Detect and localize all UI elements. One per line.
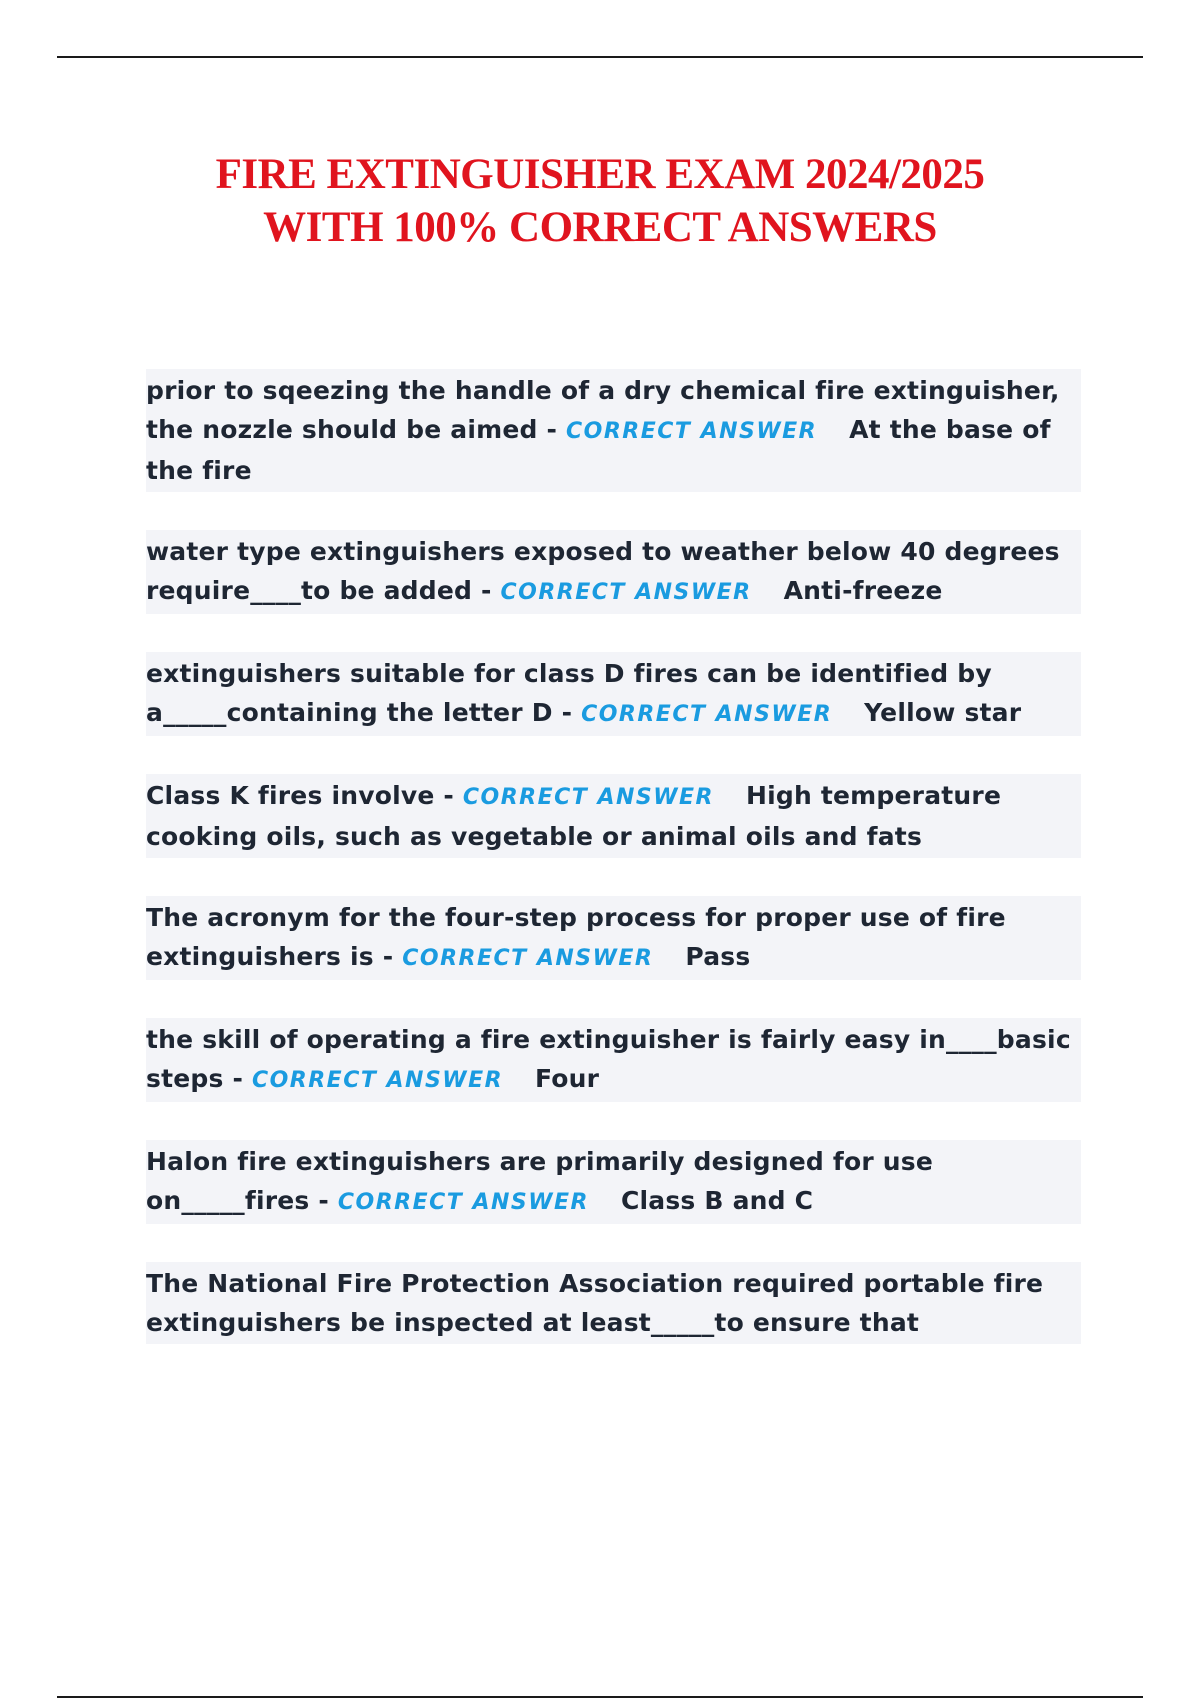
correct-answer-marker: CORRECT ANSWER [337, 1190, 589, 1215]
answer-text: High temperature cooking oils, such as vegetable or animal oils and fats [146, 781, 1002, 851]
qa-item [146, 369, 1081, 492]
qa-item [146, 896, 1081, 980]
question-text: prior to sqeezing the handle of a dry chemical fire extinguisher, the nozzle should be aimed - [146, 376, 1060, 444]
qa-text [146, 369, 1081, 492]
qa-text [146, 1018, 1081, 1102]
question-text: water type extinguishers exposed to weather below 40 degrees require____to be added - [146, 537, 1060, 605]
answer-text: At the base of the fire [146, 415, 1051, 485]
question-text: Class K fires involve - [146, 781, 463, 810]
page-title [0, 148, 1200, 254]
title-line-1: FIRE EXTINGUISHER EXAM 2024/2025 [215, 151, 985, 198]
qa-list [146, 369, 1081, 1382]
answer-text: Yellow star [864, 698, 1022, 727]
qa-text [146, 530, 1081, 614]
top-rule [57, 56, 1143, 58]
correct-answer-marker: CORRECT ANSWER [402, 946, 654, 971]
answer-text: Pass [685, 942, 751, 971]
qa-text [146, 896, 1081, 980]
bottom-rule [57, 1696, 1143, 1698]
qa-item [146, 1140, 1081, 1224]
qa-item [146, 530, 1081, 614]
correct-answer-marker: CORRECT ANSWER [566, 419, 818, 444]
correct-answer-marker: CORRECT ANSWER [251, 1068, 504, 1093]
question-text: extinguishers suitable for class D fires can be identified by a_____containing the letter D - [146, 659, 992, 727]
answer-text: Four [535, 1064, 600, 1093]
title-line-2: WITH 100% CORRECT ANSWERS [263, 204, 937, 251]
answer-text: Class B and C [620, 1186, 814, 1215]
question-text: The acronym for the four-step process for proper use of fire extinguishers is - [146, 903, 1006, 971]
qa-text [146, 1140, 1081, 1224]
qa-item [146, 1018, 1081, 1102]
question-text: the skill of operating a fire extinguisher is fairly easy in____basic steps - [146, 1025, 1071, 1093]
question-text: The National Fire Protection Association required portable fire extinguishers be inspected at least_____to ensure that [146, 1269, 1044, 1337]
qa-item [146, 774, 1081, 858]
question-text: Halon fire extinguishers are primarily designed for use on_____fires - [146, 1147, 933, 1215]
correct-answer-marker: CORRECT ANSWER [581, 702, 833, 727]
qa-text [146, 774, 1081, 858]
qa-item [146, 1262, 1081, 1344]
qa-text [146, 652, 1081, 736]
correct-answer-marker: CORRECT ANSWER [500, 580, 752, 605]
correct-answer-marker: CORRECT ANSWER [462, 785, 714, 810]
qa-text [146, 1262, 1081, 1344]
qa-item [146, 652, 1081, 736]
answer-text: Anti-freeze [783, 576, 943, 605]
